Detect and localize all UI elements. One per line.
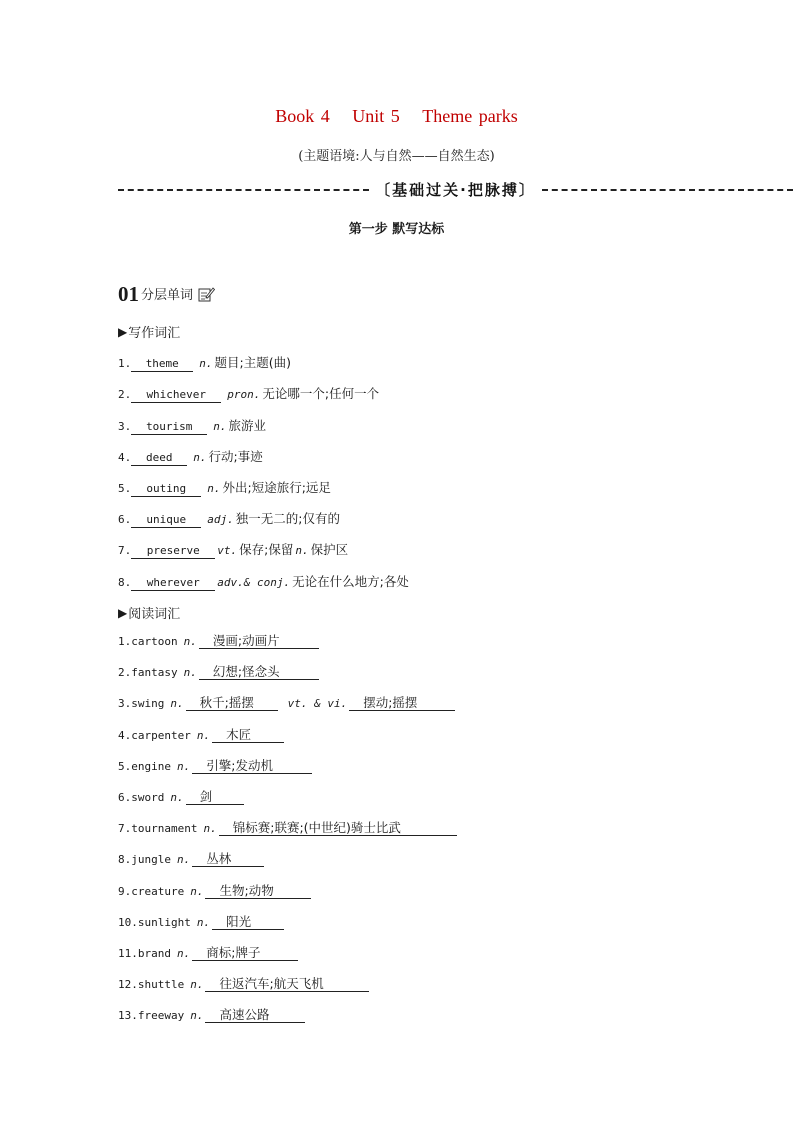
section-banner <box>118 178 793 200</box>
list-item: 5.engine n. 引擎;发动机 <box>118 759 312 777</box>
section-number: 01 <box>118 282 139 306</box>
list-item: 4.carpenter n. 木匠 <box>118 728 284 746</box>
answer-blank: 阳光 <box>212 915 284 930</box>
answer-blank: 秋千;摇摆 <box>186 696 278 711</box>
answer-blank: 引擎;发动机 <box>192 759 312 774</box>
list-item: 8.jungle n. 丛林 <box>118 852 264 870</box>
list-item: 2. whichever pron. 无论哪一个;任何一个 <box>118 386 380 401</box>
title-book: Book 4 <box>275 106 330 126</box>
list-item: 4. deed n. 行动;事迹 <box>118 449 263 464</box>
answer-blank: preserve <box>131 544 215 559</box>
writing-vocab-label: 写作词汇 <box>128 326 181 341</box>
list-item: 6. unique adj. 独一无二的;仅有的 <box>118 511 340 526</box>
pencil-note-icon <box>197 285 215 303</box>
list-item: 10.sunlight n. 阳光 <box>118 915 284 933</box>
answer-blank: unique <box>131 513 201 528</box>
reading-vocab-label: 阅读词汇 <box>128 607 181 622</box>
answer-blank: theme <box>131 357 193 372</box>
list-item: 9.creature n. 生物;动物 <box>118 884 311 902</box>
answer-blank: deed <box>131 451 187 466</box>
answer-blank: 幻想;怪念头 <box>199 665 319 680</box>
answer-blank: 生物;动物 <box>205 884 311 899</box>
answer-blank: tourism <box>131 420 207 435</box>
answer-blank: 往返汽车;航天飞机 <box>205 977 369 992</box>
theme-context: (主题语境:人与自然——自然生态) <box>298 149 495 164</box>
answer-blank: 丛林 <box>192 852 264 867</box>
answer-blank: 摆动;摇摆 <box>349 696 455 711</box>
reading-vocab-heading <box>118 603 180 622</box>
banner-dashes-right <box>542 189 793 191</box>
list-item: 8. wherever adv.& conj. 无论在什么地方;各处 <box>118 574 409 589</box>
answer-blank: outing <box>131 482 201 497</box>
list-item: 3. tourism n. 旅游业 <box>118 418 267 433</box>
answer-blank: 漫画;动画片 <box>199 634 319 649</box>
title-theme: Theme parks <box>422 106 518 126</box>
triangle-bullet-icon: ▶ <box>118 324 128 339</box>
list-item: 7. preserve vt. 保存;保留 n. 保护区 <box>118 542 349 557</box>
section-label: 分层单词 <box>141 288 194 303</box>
banner-dashes-left <box>118 189 369 191</box>
step-heading: 第一步 默写达标 <box>348 222 445 237</box>
answer-blank: whichever <box>131 388 221 403</box>
list-item: 12.shuttle n. 往返汽车;航天飞机 <box>118 977 369 995</box>
list-item: 6.sword n. 剑 <box>118 790 244 808</box>
answer-blank: wherever <box>131 576 215 591</box>
answer-blank: 商标;牌子 <box>192 946 298 961</box>
title-unit: Unit 5 <box>352 106 400 126</box>
answer-blank: 高速公路 <box>205 1008 305 1023</box>
writing-vocab-heading <box>118 322 180 341</box>
section-heading <box>118 283 215 305</box>
banner-text: 〔基础过关·把脉搏〕 <box>375 180 536 199</box>
list-item: 13.freeway n. 高速公路 <box>118 1008 305 1026</box>
list-item: 1.cartoon n. 漫画;动画片 <box>118 634 319 652</box>
page-title <box>0 106 793 127</box>
answer-blank: 锦标赛;联赛;(中世纪)骑士比武 <box>219 821 457 836</box>
list-item: 7.tournament n. 锦标赛;联赛;(中世纪)骑士比武 <box>118 821 457 839</box>
list-item: 2.fantasy n. 幻想;怪念头 <box>118 665 319 683</box>
list-item: 11.brand n. 商标;牌子 <box>118 946 298 964</box>
triangle-bullet-icon: ▶ <box>118 605 128 620</box>
answer-blank: 剑 <box>186 790 244 805</box>
list-item: 5. outing n. 外出;短途旅行;远足 <box>118 480 331 495</box>
list-item: 1. theme n. 题目;主题(曲) <box>118 355 291 370</box>
answer-blank: 木匠 <box>212 728 284 743</box>
list-item: 3.swing n. 秋千;摇摆 vt. & vi. 摆动;摇摆 <box>118 696 455 714</box>
